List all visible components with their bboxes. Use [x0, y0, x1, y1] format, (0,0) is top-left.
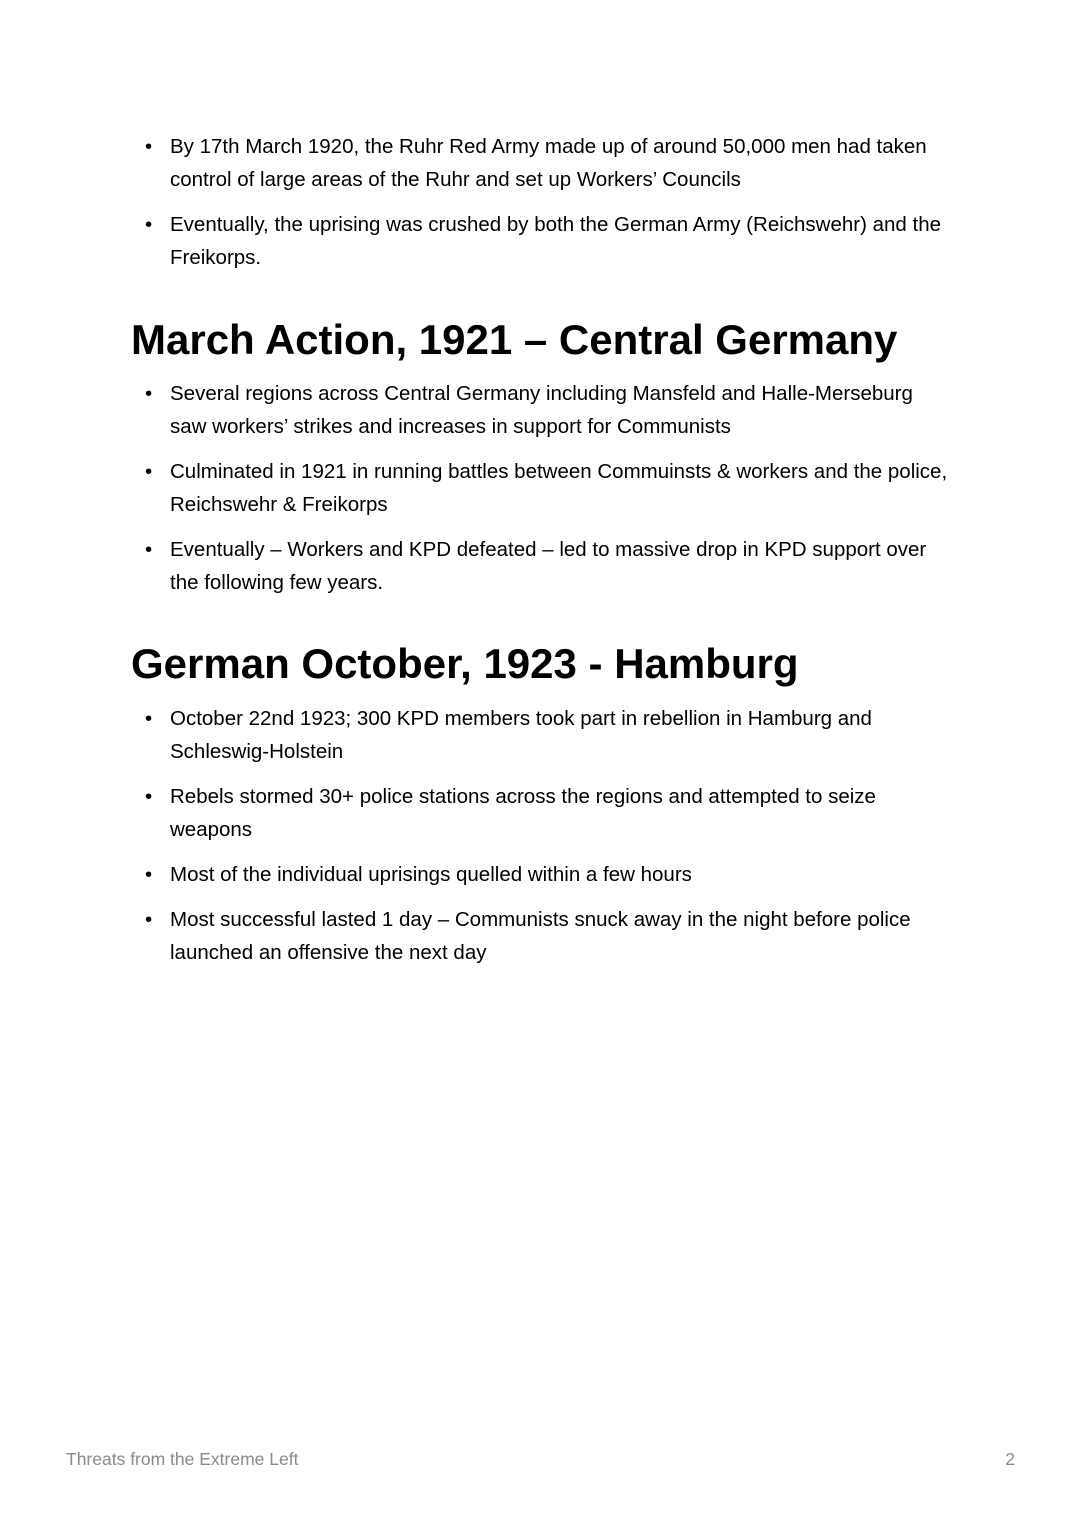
heading-march-action: March Action, 1921 – Central Germany: [131, 316, 898, 363]
bullet-icon: •: [145, 382, 153, 405]
list-item: • Eventually – Workers and KPD defeated – led to massive drop in KPD support over the following few years.: [131, 533, 951, 599]
bullet-list-march-action: [131, 377, 951, 611]
bullet-icon: •: [145, 213, 153, 236]
list-item: • October 22nd 1923; 300 KPD members took part in rebellion in Hamburg and Schleswig-Holstein: [131, 702, 951, 768]
list-item: • Most of the individual uprisings quelled within a few hours: [131, 858, 951, 891]
bullet-icon: •: [145, 908, 153, 931]
footer-title: Threats from the Extreme Left: [66, 1449, 299, 1469]
bullet-icon: •: [145, 785, 153, 808]
page-number: 2: [1005, 1449, 1015, 1469]
bullet-icon: •: [145, 538, 153, 561]
list-item: • Culminated in 1921 in running battles between Commuinsts & workers and the police, Reichswehr & Freikorps: [131, 455, 951, 521]
heading-german-october: German October, 1923 - Hamburg: [131, 640, 799, 687]
bullet-icon: •: [145, 460, 153, 483]
list-item: • Rebels stormed 30+ police stations across the regions and attempted to seize weapons: [131, 780, 951, 846]
list-item: • Most successful lasted 1 day – Communists snuck away in the night before police launched an offensive the next day: [131, 903, 951, 969]
list-item: • Several regions across Central Germany including Mansfeld and Halle-Merseburg saw workers’ strikes and increases in support for Communists: [131, 377, 951, 443]
list-item: • Eventually, the uprising was crushed by both the German Army (Reichswehr) and the Freikorps.: [131, 208, 951, 274]
bullet-list-ruhr: [131, 130, 951, 286]
bullet-icon: •: [145, 863, 153, 886]
bullet-icon: •: [145, 707, 153, 730]
bullet-icon: •: [145, 135, 153, 158]
list-item: • By 17th March 1920, the Ruhr Red Army made up of around 50,000 men had taken control of large areas of the Ruhr and set up Workers’ Councils: [131, 130, 951, 196]
bullet-list-german-october: [131, 702, 951, 981]
